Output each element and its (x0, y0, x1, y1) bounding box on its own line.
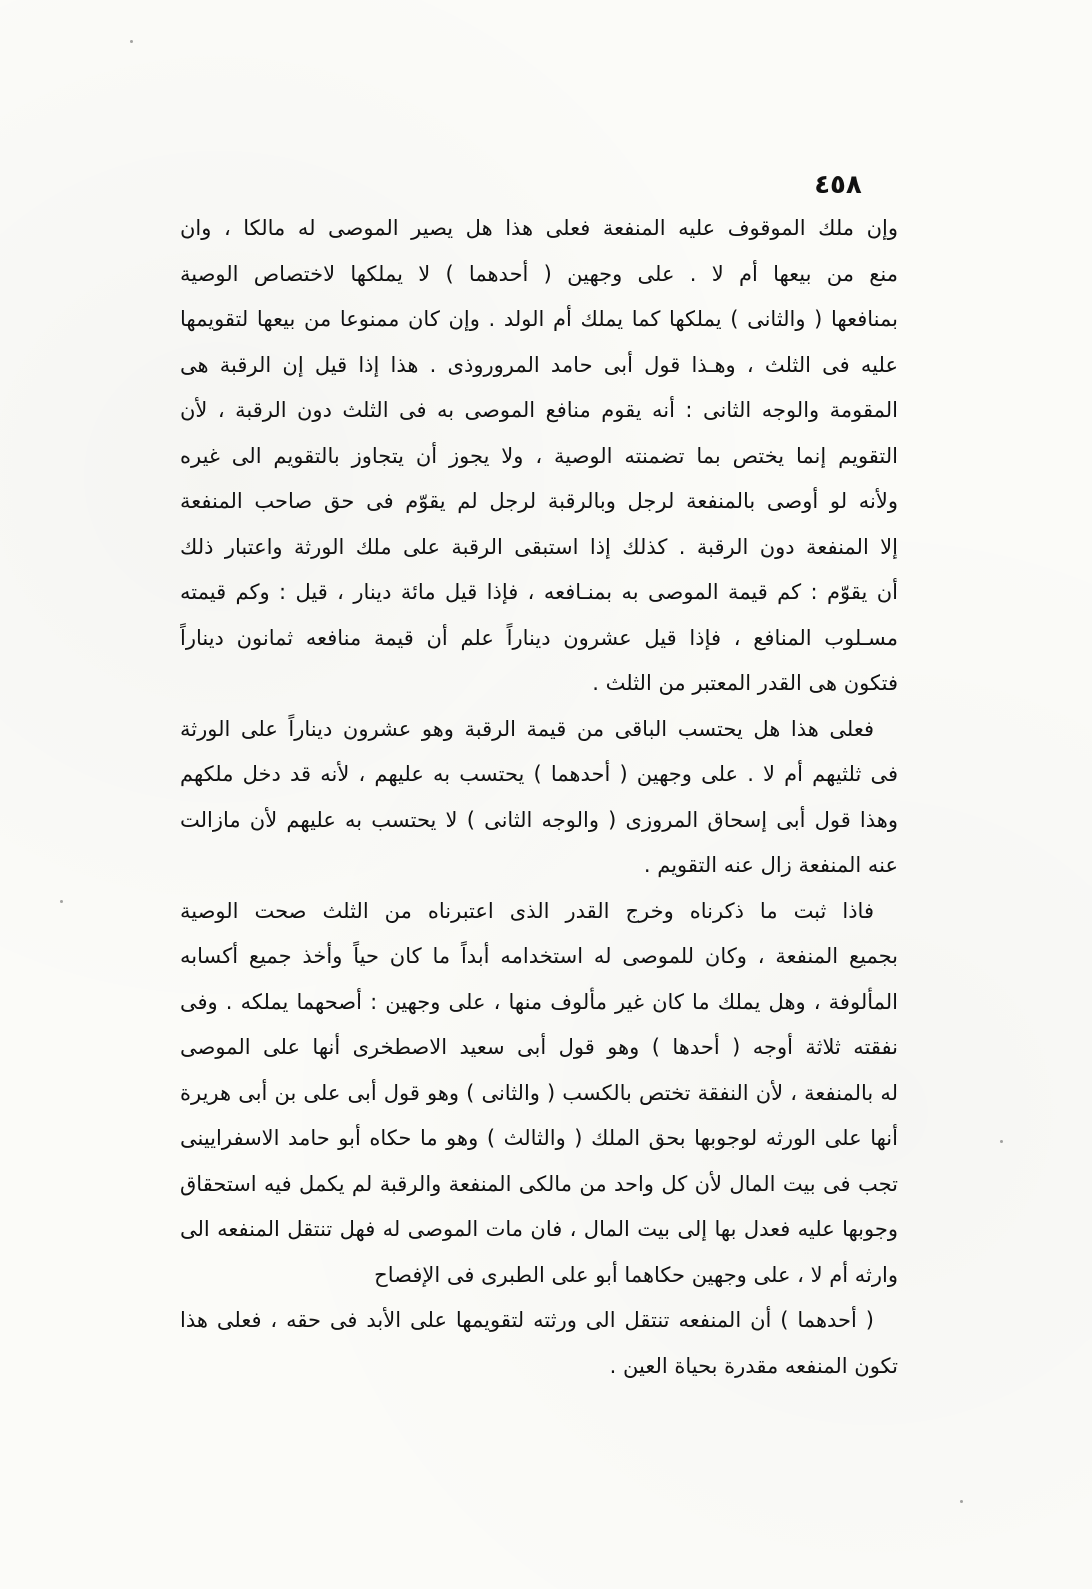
text-line: فعلى هذا هل يحتسب الباقى من قيمة الرقبة وهو عشرون ديناراً على الورثة (180, 716, 874, 741)
text-line: وارثه أم لا ، على وجهين حكاهما أبو على الطبرى فى الإفصاح (374, 1262, 898, 1287)
text-line: بجميع المنفعة ، وكان للموصى له استخدامه أبداً ما كان حياً وأخذ جميع أكسابه (180, 944, 898, 968)
scan-speck (130, 40, 133, 43)
text-line: وهذا قول أبى إسحاق المروزى ( والوجه الثانى ) لا يحتسب به عليهم لأن مازالت (180, 807, 898, 832)
page-body-text (180, 206, 898, 1389)
text-line: فتكون هى القدر المعتبر من الثلث . (592, 671, 898, 695)
text-line: تكون المنفعه مقدرة بحياة العين . (609, 1353, 898, 1378)
text-line: نفقته ثلاثة أوجه ( أحدها ) وهو قول أبى سعيد الاصطخرى أنها على الموصى (180, 1035, 898, 1059)
text-line: تجب فى بيت المال لأن كل واحد من مالكى المنفعة والرقبة لم يكمل فيه استحقاق (180, 1171, 898, 1196)
text-line: المألوفة ، وهل يملك ما كان غير مألوف منها ، على وجهين : أصحهما يملكه . وفى (180, 989, 898, 1014)
text-line: بمنافعها ( والثانى ) يملكها كما يملك أم الولد . وإن كان ممنوعا من بيعها لتقويمها (180, 307, 898, 331)
text-line: عليه فى الثلث ، وهـذا قول أبى حامد المروروذى . هذا إذا قيل إن الرقبة هى (180, 352, 898, 377)
text-line: ( أحدهما ) أن المنفعه تنتقل الى ورثته لتقويمها على الأبد فى حقه ، فعلى هذا (180, 1308, 874, 1332)
text-line: عنه المنفعة زال عنه التقويم . (643, 853, 898, 877)
text-line: التقويم إنما يختص بما تضمنته الوصية ، ولا يجوز أن يتجاوز بالتقويم الى غيره (180, 443, 898, 468)
text-line: منع من بيعها أم لا . على وجهين ( أحدهما ) لا يملكها لاختصاص الوصية (180, 261, 898, 286)
scan-speck (1000, 1140, 1003, 1143)
text-line: ولأنه لو أوصى بالمنفعة لرجل وبالرقبة لرجل لم يقوّم فى حق صاحب المنفعة (180, 489, 898, 513)
text-line: أن يقوّم : كم قيمة الموصى به بمنـافعه ، فإذا قيل مائة دينار ، قيل : وكم قيمته (180, 580, 898, 604)
text-line: فى ثلثيهم أم لا . على وجهين ( أحدهما ) يحتسب به عليهم ، لأنه قد دخل ملكهم (180, 762, 898, 786)
scan-speck (60, 900, 63, 903)
text-line: له بالمنفعة ، لأن النفقة تختص بالكسب ( والثانى ) وهو قول أبى على بن أبى هريرة (180, 1080, 898, 1105)
text-line: وإن ملك الموقوف عليه المنفعة فعلى هذا هل يصير الموصى له مالكا ، وان (180, 216, 898, 240)
text-line: وجوبها عليه فعدل بها إلى بيت المال ، فان مات الموصى له فهل تنتقل المنفعه الى (180, 1217, 898, 1241)
text-line: المقومة والوجه الثانى : أنه يقوم منافع الموصى به فى الثلث دون الرقبة ، لأن (180, 398, 898, 422)
text-line: أنها على الورثه لوجوبها بحق الملك ( والثالث ) وهو ما حكاه أبو حامد الاسفرايينى (180, 1126, 898, 1150)
text-line: فاذا ثبت ما ذكرناه وخرج القدر الذى اعتبرناه من الثلث صحت الوصية (180, 898, 874, 923)
text-line: إلا المنفعة دون الرقبة . كذلك إذا استبقى الرقبة على ملك الورثة واعتبار ذلك (180, 534, 898, 559)
page-number: ٤٥٨ (814, 170, 862, 200)
scan-speck (960, 1500, 963, 1503)
text-line: مسـلوب المنافع ، فإذا قيل عشرون ديناراً علم أن قيمة منافعه ثمانون ديناراً (180, 625, 898, 650)
